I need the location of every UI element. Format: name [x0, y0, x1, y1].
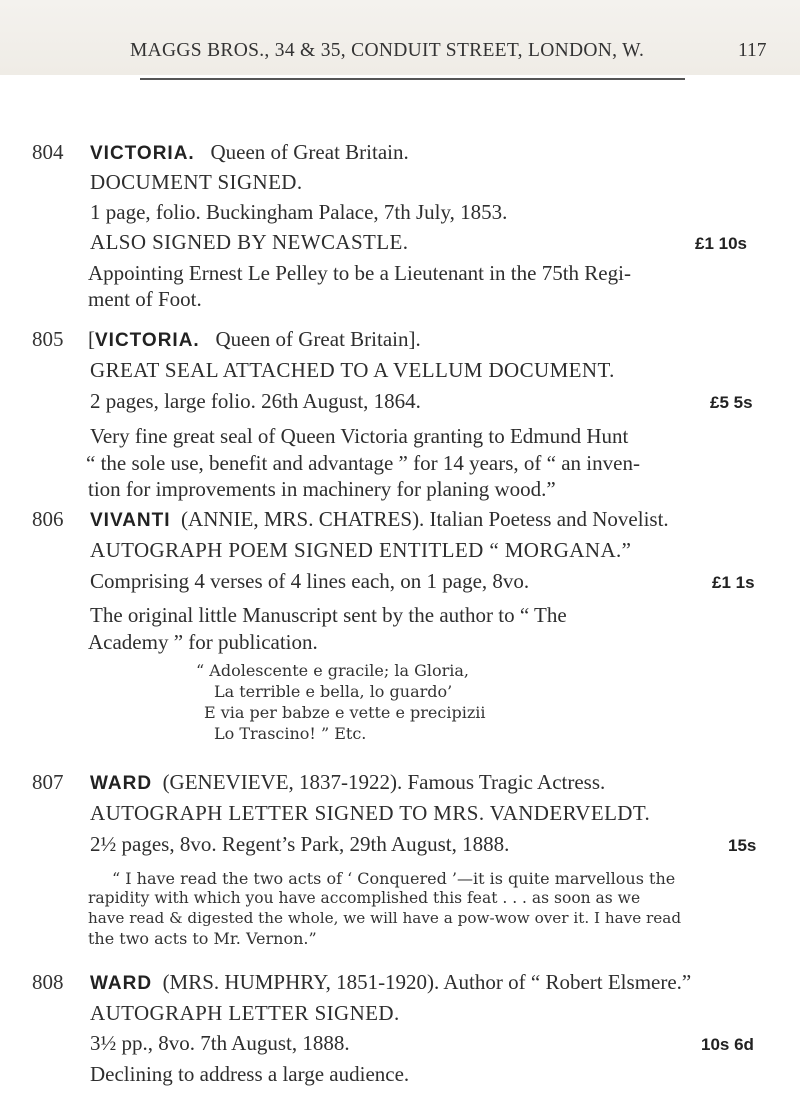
entry-line: Appointing Ernest Le Pelley to be a Lieutenant in the 75th Regi-	[88, 261, 631, 285]
entry-line: GREAT SEAL ATTACHED TO A VELLUM DOCUMENT.	[90, 358, 615, 382]
lot-number: 806	[32, 507, 64, 531]
quoted-letter: rapidity with which you have accomplished this feat . . . as soon as we	[88, 889, 641, 907]
entry-heading	[88, 327, 421, 352]
entry-description: Queen of Great Britain].	[215, 327, 421, 351]
entry-line: 1 page, folio. Buckingham Palace, 7th July, 1853.	[90, 200, 508, 224]
entry-name: VIVANTI	[90, 510, 171, 531]
entry-description: Queen of Great Britain.	[210, 140, 409, 164]
price: £5 5s	[710, 393, 753, 412]
entry-line: AUTOGRAPH LETTER SIGNED.	[90, 1001, 400, 1025]
entry-line: ALSO SIGNED BY NEWCASTLE.	[90, 230, 409, 254]
entry-name: WARD	[90, 973, 153, 994]
page-header	[0, 0, 800, 75]
entry-line: ment of Foot.	[88, 287, 202, 311]
entry-line: 2½ pages, 8vo. Regent’s Park, 29th August, 1888.	[90, 832, 510, 856]
quoted-letter: have read & digested the whole, we will have a pow-wow over it. I have read	[88, 909, 682, 927]
entry-line: AUTOGRAPH LETTER SIGNED TO MRS. VANDERVELDT.	[90, 801, 651, 825]
entry-line: tion for improvements in machinery for planing wood.”	[88, 477, 556, 501]
bracket: [	[88, 327, 95, 351]
running-head: MAGGS BROS., 34 & 35, CONDUIT STREET, LONDON, W.	[130, 40, 645, 61]
entry-line: The original little Manuscript sent by the author to “ The	[90, 603, 567, 627]
entry-heading	[90, 970, 691, 995]
entry-name: WARD	[90, 773, 153, 794]
header-rule	[140, 78, 685, 80]
entry-line: Very fine great seal of Queen Victoria granting to Edmund Hunt	[90, 424, 629, 448]
entry-line: 2 pages, large folio. 26th August, 1864.	[90, 389, 421, 413]
lot-number: 804	[32, 140, 64, 164]
entry-line: “ the sole use, benefit and advantage ” for 14 years, of “ an inven-	[86, 451, 640, 475]
entry-heading	[90, 507, 669, 532]
lot-number: 808	[32, 970, 64, 994]
quoted-verse: “ Adolescente e gracile; la Gloria,	[196, 661, 469, 680]
quoted-letter: the two acts to Mr. Vernon.”	[88, 929, 317, 948]
entry-name: VICTORIA.	[95, 330, 200, 351]
entry-description: (MRS. HUMPHRY, 1851-1920). Author of “ Robert Elsmere.”	[162, 970, 692, 994]
lot-number: 807	[32, 770, 64, 794]
entry-description: (GENEVIEVE, 1837-1922). Famous Tragic Actress.	[162, 770, 606, 794]
entry-heading	[90, 770, 605, 795]
price: 15s	[728, 836, 757, 855]
entry-line: 3½ pp., 8vo. 7th August, 1888.	[90, 1031, 350, 1055]
price: £1 10s	[695, 234, 747, 253]
quoted-verse: Lo Trascino! ” Etc.	[214, 724, 367, 743]
page-number: 117	[738, 40, 767, 61]
quoted-verse: La terrible e bella, lo guardo’	[214, 682, 453, 701]
entry-line: Declining to address a large audience.	[90, 1062, 410, 1086]
price: 10s 6d	[701, 1035, 754, 1054]
quoted-verse: E via per babze e vette e precipizii	[204, 703, 486, 722]
entry-line: Comprising 4 verses of 4 lines each, on 1 page, 8vo.	[90, 569, 530, 593]
entry-line: AUTOGRAPH POEM SIGNED ENTITLED “ MORGANA.”	[90, 538, 632, 562]
lot-number: 805	[32, 327, 64, 351]
quoted-letter: “ I have read the two acts of ‘ Conquered ’—it is quite marvellous the	[112, 869, 676, 888]
entry-description: (ANNIE, MRS. CHATRES). Italian Poetess and Novelist.	[181, 507, 669, 531]
price: £1 1s	[712, 573, 755, 592]
entry-line: Academy ” for publication.	[88, 630, 318, 654]
entry-name: VICTORIA.	[90, 143, 195, 164]
entry-heading	[90, 140, 409, 165]
entry-line: DOCUMENT SIGNED.	[90, 170, 303, 194]
